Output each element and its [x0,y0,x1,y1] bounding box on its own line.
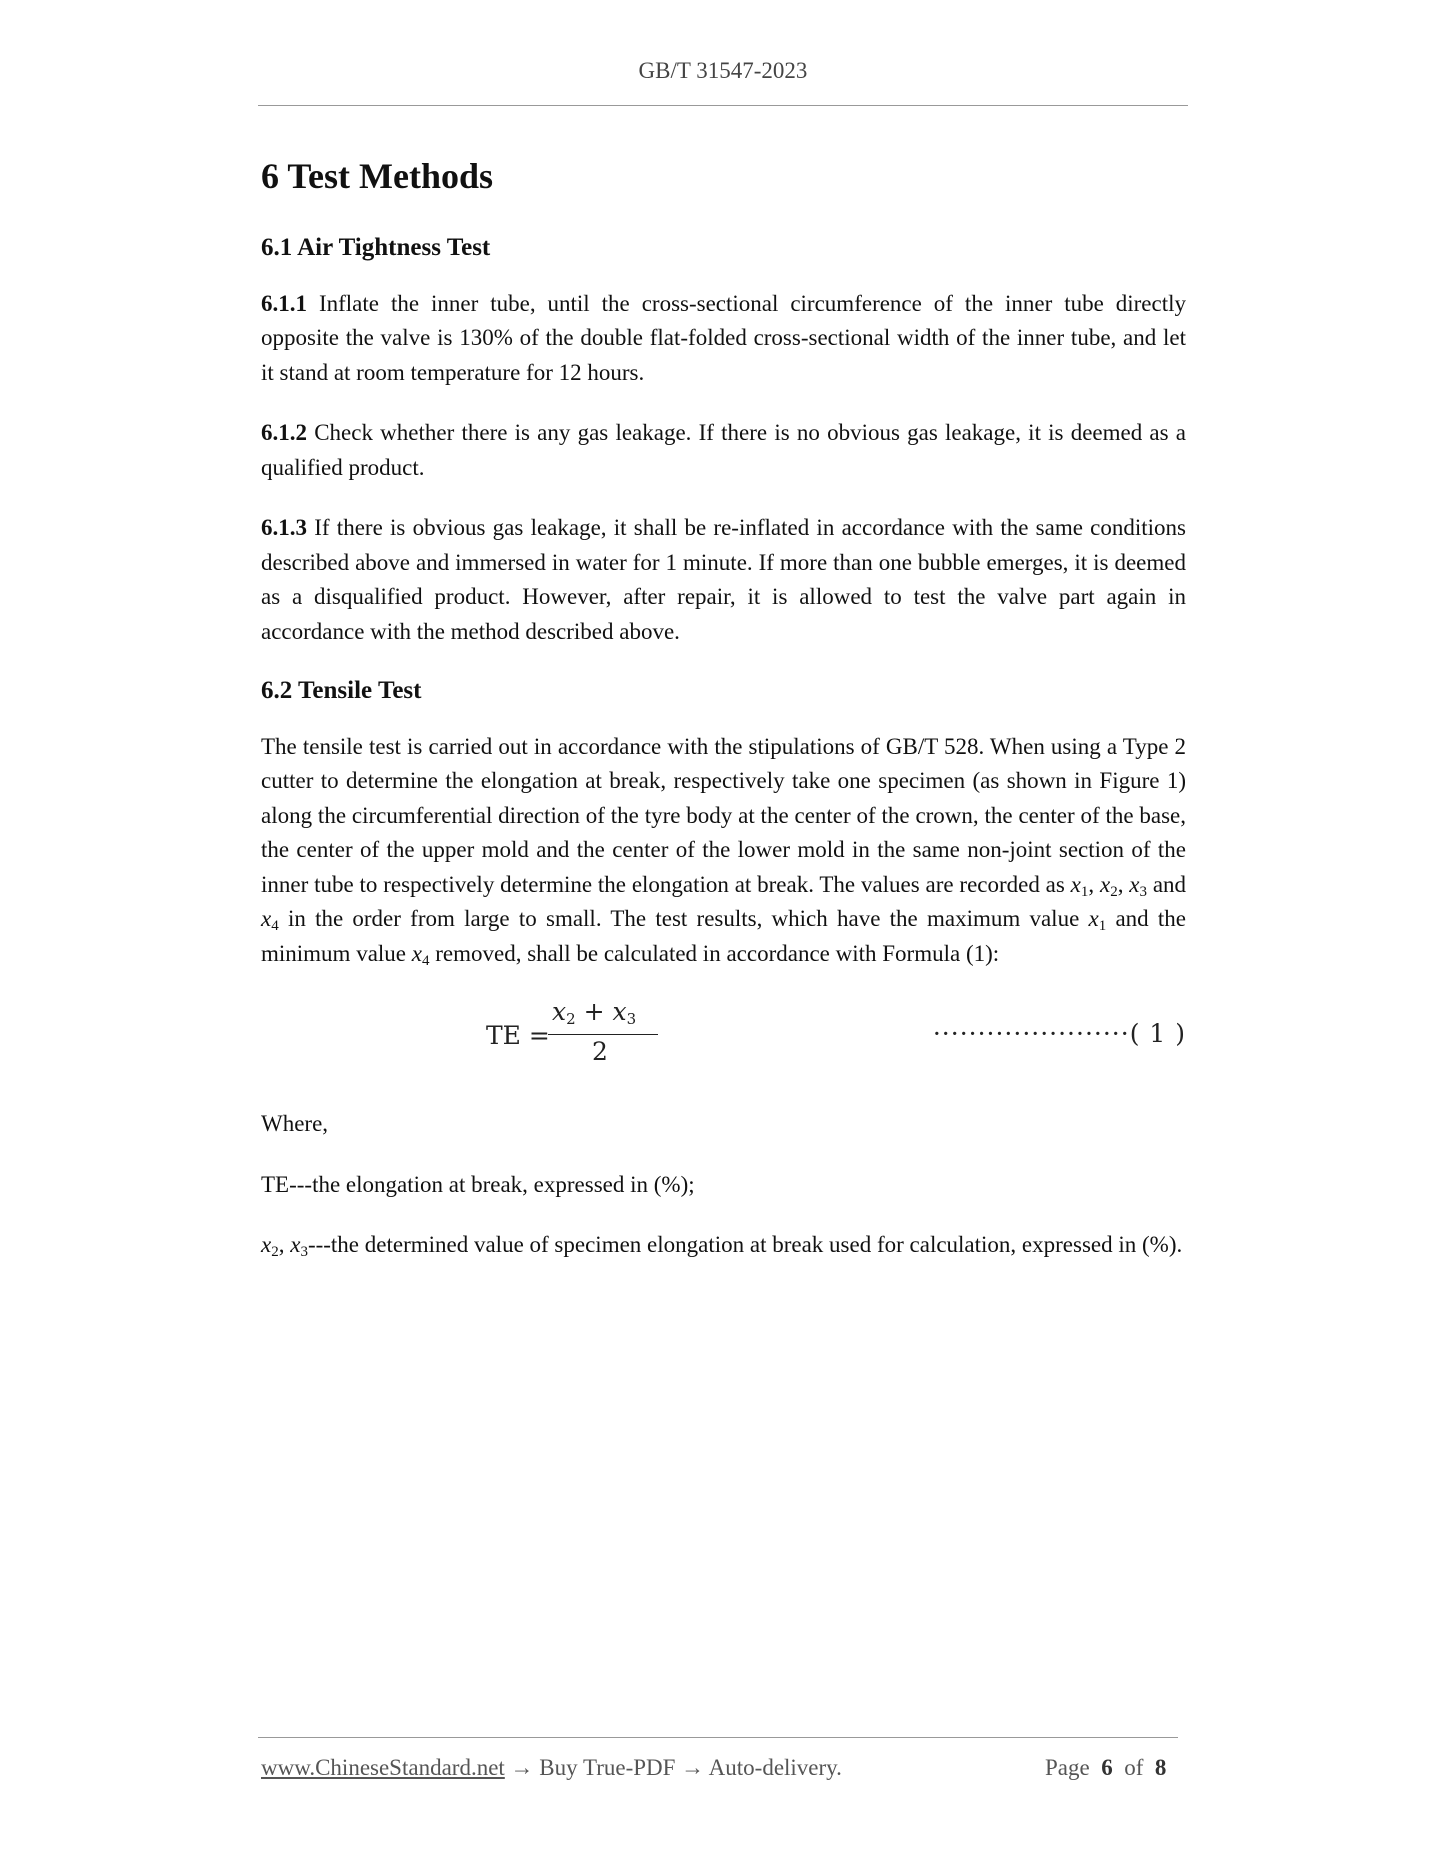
clause-text: If there is obvious gas leakage, it shall be re-inflated in accordance with the same conditions described above and immersed in water for 1 minute. If more than one bubble emerges, it is deemed as a disqualified product. However, after repair, it is allowed to test the valve part again in accordance with the method described above. [261,515,1187,644]
subsection-title-6-1: 6.1 Air Tightness Test [261,234,491,262]
formula-1 [261,997,1186,1087]
where-label: Where, [261,1111,329,1137]
paragraph-tensile: The tensile test is carried out in accordance with the stipulations of GB/T 528. When using a Type 2 cutter to determine the elongation at break, respectively take one specimen (as shown in Figure 1) along the circumferential direction of the tyre body at the center of the crown, the center of the base, the center of the upper mold and the center of the lower mold in the same non-joint section of the inner tube to respectively determine the elongation at break. The values are recorded as $x_1$, $x_2$, $x_3$ and $x_4$ in the order from large to small. The test results, which have the maximum value $x_1$ and the minimum value $x_4$ removed, shall be calculated in accordance with Formula (1): [261,733,1187,969]
section-title: 6 Test Methods [261,156,494,196]
paragraph-6-1-2 [261,416,1186,485]
paragraph-6-1-3 [261,511,1186,649]
subsection-title-6-2: 6.2 Tensile Test [261,677,422,705]
clause-number: 6.1.2 [261,420,307,446]
definition-te: TE---the elongation at break, expressed in (%); [261,1171,695,1197]
fraction-bar [548,1034,658,1035]
footer-tagline: → Buy True-PDF → Auto-delivery. [504,1755,842,1780]
formula-lhs: TE = [486,1021,550,1051]
page-number: Page 6 of 8 [1045,1755,1167,1780]
clause-number: 6.1.1 [261,290,307,316]
formula-expression [486,997,686,1077]
formula-number: ······················( 1 ) [932,1019,1186,1049]
formula-numerator: $x_2 + x_3$ [552,997,637,1029]
footer-divider [258,1737,1178,1738]
definition-x2-x3: $x_2$, $x_3--$-the determined value of specimen elongation at break used for calculation, expressed in (%). [261,1232,1183,1261]
formula-denominator: 2 [592,1037,608,1067]
clause-number: 6.1.3 [261,515,307,541]
clause-text: Check whether there is any gas leakage. If there is no obvious gas leakage, it is deemed as a qualified product. [261,420,1187,480]
document-body [261,155,1186,1289]
website-link[interactable]: www.ChineseStandard.net [261,1755,505,1780]
header-divider [258,105,1188,106]
page-header: GB/T 31547-2023 [638,58,808,83]
clause-text: Inflate the inner tube, until the cross-sectional circumference of the inner tube directly opposite the valve is 130% of the double flat-folded cross-sectional width of the inner tube, and let it stand at room temperature for 12 hours. [261,290,1186,385]
page-footer [261,1755,842,1781]
paragraph-6-1-1 [261,287,1186,391]
